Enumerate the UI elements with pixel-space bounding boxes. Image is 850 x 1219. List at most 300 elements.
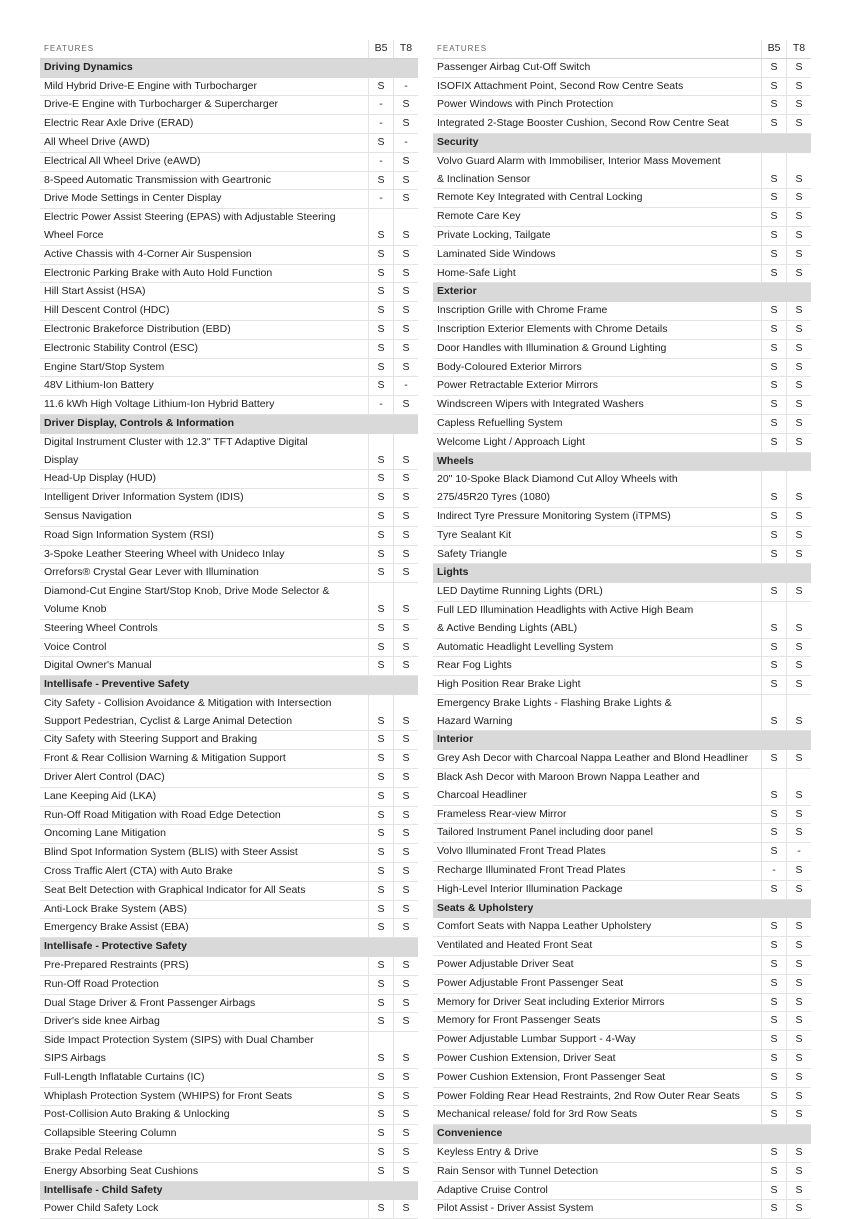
- feature-row: [40, 545, 418, 564]
- feature-row: [433, 1106, 811, 1125]
- feature-name: Body-Coloured Exterior Mirrors: [433, 358, 762, 377]
- t8-availability: -: [394, 377, 419, 396]
- t8-availability-spacer: [787, 601, 812, 619]
- feature-name: Automatic Headlight Levelling System: [433, 638, 762, 657]
- feature-row: [433, 620, 811, 638]
- feature-name: Electric Rear Axle Drive (ERAD): [40, 115, 369, 134]
- t8-availability: S: [394, 564, 419, 583]
- b5-availability: S: [762, 787, 787, 805]
- feature-row: [433, 302, 811, 321]
- b5-availability: S: [369, 302, 394, 321]
- t8-availability: S: [394, 245, 419, 264]
- b5-availability: S: [369, 526, 394, 545]
- t8-column-header: T8: [787, 40, 812, 58]
- feature-name: Engine Start/Stop System: [40, 358, 369, 377]
- b5-availability: S: [369, 545, 394, 564]
- b5-availability-spacer: [369, 209, 394, 227]
- t8-availability: S: [394, 452, 419, 470]
- t8-availability: S: [394, 994, 419, 1013]
- b5-availability: S: [369, 657, 394, 676]
- feature-name: Emergency Brake Assist (EBA): [40, 919, 369, 938]
- feature-row: [433, 918, 811, 937]
- feature-row: [433, 208, 811, 227]
- t8-availability: S: [394, 1068, 419, 1087]
- feature-row: [40, 919, 418, 938]
- feature-row: [40, 452, 418, 470]
- feature-row: [433, 880, 811, 899]
- feature-name: Memory for Front Passenger Seats: [433, 1012, 762, 1031]
- t8-availability-spacer: [394, 1032, 419, 1050]
- t8-availability: S: [787, 880, 812, 899]
- feature-name: Volvo Illuminated Front Tread Plates: [433, 843, 762, 862]
- b5-availability: S: [762, 937, 787, 956]
- b5-availability: S: [369, 975, 394, 994]
- b5-availability: S: [369, 731, 394, 750]
- t8-availability: S: [394, 227, 419, 245]
- feature-name: Charcoal Headliner: [433, 787, 762, 805]
- feature-row: [40, 133, 418, 152]
- b5-availability: S: [762, 320, 787, 339]
- feature-row: [40, 526, 418, 545]
- b5-availability: S: [369, 133, 394, 152]
- b5-availability: S: [762, 58, 787, 77]
- b5-availability: S: [369, 339, 394, 358]
- t8-availability: S: [394, 787, 419, 806]
- b5-availability: S: [369, 806, 394, 825]
- feature-row: [40, 339, 418, 358]
- b5-availability: S: [369, 245, 394, 264]
- b5-availability: S: [369, 1162, 394, 1181]
- feature-name: Memory for Driver Seat including Exterior Mirrors: [433, 993, 762, 1012]
- b5-availability: S: [369, 863, 394, 882]
- feature-row: [40, 713, 418, 731]
- b5-availability-spacer: [369, 694, 394, 712]
- feature-row: [40, 264, 418, 283]
- feature-name: Volume Knob: [40, 601, 369, 619]
- t8-availability: S: [394, 152, 419, 171]
- section-header: [40, 58, 418, 77]
- b5-availability: S: [762, 805, 787, 824]
- b5-availability: S: [762, 526, 787, 545]
- feature-name: & Inclination Sensor: [433, 171, 762, 189]
- section-spacer: [787, 452, 812, 471]
- section-spacer: [394, 938, 419, 957]
- feature-name: Grey Ash Decor with Charcoal Nappa Leather and Blond Headliner: [433, 750, 762, 769]
- b5-availability: S: [762, 1200, 787, 1219]
- b5-availability: S: [369, 619, 394, 638]
- feature-name: Power Child Safety Lock: [40, 1200, 369, 1219]
- section-spacer: [394, 1181, 419, 1200]
- feature-name: Digital Instrument Cluster with 12.3" TFT Adaptive Digital: [44, 435, 308, 448]
- feature-name: Hill Descent Control (HDC): [40, 302, 369, 321]
- section-title: Seats & Upholstery: [433, 899, 762, 918]
- feature-name: Orrefors® Crystal Gear Lever with Illumination: [40, 564, 369, 583]
- t8-availability: S: [787, 862, 812, 881]
- b5-availability: S: [369, 900, 394, 919]
- b5-availability: S: [369, 919, 394, 938]
- feature-name: Dual Stage Driver & Front Passenger Airbags: [40, 994, 369, 1013]
- section-title: Interior: [433, 731, 762, 750]
- section-spacer: [369, 938, 394, 957]
- feature-row: [433, 805, 811, 824]
- features-column-header: FEATURES: [433, 40, 762, 58]
- t8-availability: S: [787, 1200, 812, 1219]
- b5-availability: S: [762, 638, 787, 657]
- b5-availability: S: [762, 750, 787, 769]
- t8-availability: S: [394, 171, 419, 190]
- feature-name: Drive-E Engine with Turbocharger & Supercharger: [40, 96, 369, 115]
- b5-availability: S: [369, 489, 394, 508]
- feature-name: Run-Off Road Mitigation with Road Edge Detection: [40, 806, 369, 825]
- t8-availability: S: [394, 115, 419, 134]
- section-header: [40, 938, 418, 957]
- b5-availability: S: [369, 844, 394, 863]
- feature-name: Display: [40, 452, 369, 470]
- b5-availability-spacer: [762, 471, 787, 489]
- feature-row: [433, 601, 811, 619]
- feature-row: [433, 1162, 811, 1181]
- feature-row: [433, 471, 811, 489]
- feature-name: Private Locking, Tailgate: [433, 226, 762, 245]
- section-spacer: [762, 1125, 787, 1144]
- b5-availability: S: [369, 1125, 394, 1144]
- feature-row: [433, 264, 811, 283]
- b5-availability: S: [369, 1106, 394, 1125]
- section-spacer: [787, 731, 812, 750]
- feature-row: [40, 863, 418, 882]
- feature-row: [433, 843, 811, 862]
- feature-name: Power Retractable Exterior Mirrors: [433, 377, 762, 396]
- section-header: [433, 1125, 811, 1144]
- b5-availability: S: [369, 601, 394, 619]
- b5-availability: S: [762, 171, 787, 189]
- b5-availability: S: [762, 918, 787, 937]
- feature-row: [40, 583, 418, 601]
- b5-availability-spacer: [369, 583, 394, 601]
- feature-name: Rear Fog Lights: [433, 657, 762, 676]
- b5-availability: -: [369, 190, 394, 209]
- feature-row: [40, 731, 418, 750]
- section-spacer: [787, 899, 812, 918]
- feature-name: 3-Spoke Leather Steering Wheel with Unideco Inlay: [40, 545, 369, 564]
- t8-availability: S: [394, 96, 419, 115]
- feature-row: [433, 1012, 811, 1031]
- feature-row: [433, 1031, 811, 1050]
- feature-row: [40, 152, 418, 171]
- feature-name: Intelligent Driver Information System (IDIS): [40, 489, 369, 508]
- feature-name: Sensus Navigation: [40, 507, 369, 526]
- feature-row: [433, 862, 811, 881]
- section-spacer: [762, 731, 787, 750]
- feature-row: [433, 638, 811, 657]
- feature-row: [40, 844, 418, 863]
- feature-row: [40, 190, 418, 209]
- feature-row: [40, 470, 418, 489]
- t8-availability: S: [787, 937, 812, 956]
- t8-availability: -: [787, 843, 812, 862]
- feature-name: Power Cushion Extension, Driver Seat: [433, 1050, 762, 1069]
- b5-availability-spacer: [762, 601, 787, 619]
- b5-availability: S: [369, 750, 394, 769]
- feature-name: High-Level Interior Illumination Package: [433, 880, 762, 899]
- feature-name: All Wheel Drive (AWD): [40, 133, 369, 152]
- feature-row: [433, 1087, 811, 1106]
- feature-row: [433, 769, 811, 787]
- feature-row: [433, 1200, 811, 1219]
- t8-availability: -: [394, 77, 419, 96]
- t8-availability: S: [787, 657, 812, 676]
- feature-row: [433, 189, 811, 208]
- b5-availability: S: [369, 1200, 394, 1219]
- feature-row: [40, 1068, 418, 1087]
- b5-availability: S: [762, 96, 787, 115]
- b5-availability: S: [762, 1087, 787, 1106]
- section-spacer: [787, 133, 812, 152]
- t8-availability: S: [394, 900, 419, 919]
- t8-availability: S: [787, 1050, 812, 1069]
- t8-availability: S: [787, 245, 812, 264]
- b5-availability: S: [762, 489, 787, 507]
- t8-availability: S: [787, 302, 812, 321]
- t8-availability: S: [787, 58, 812, 77]
- feature-name: Collapsible Steering Column: [40, 1125, 369, 1144]
- feature-name: Post-Collision Auto Braking & Unlocking: [40, 1106, 369, 1125]
- feature-name: Integrated 2-Stage Booster Cushion, Second Row Centre Seat: [433, 115, 762, 134]
- t8-availability: S: [394, 470, 419, 489]
- feature-row: [40, 358, 418, 377]
- b5-availability: S: [762, 264, 787, 283]
- b5-availability: S: [369, 1013, 394, 1032]
- feature-row: [433, 171, 811, 189]
- t8-availability: S: [787, 1106, 812, 1125]
- feature-name: City Safety - Collision Avoidance & Mitigation with Intersection: [44, 696, 332, 709]
- b5-availability: S: [369, 377, 394, 396]
- feature-name: LED Daytime Running Lights (DRL): [433, 583, 762, 602]
- feature-row: [433, 694, 811, 712]
- feature-row: [433, 226, 811, 245]
- section-header: [40, 414, 418, 433]
- feature-name: SIPS Airbags: [40, 1050, 369, 1068]
- feature-row: [40, 564, 418, 583]
- section-header: [433, 899, 811, 918]
- b5-availability: S: [762, 1012, 787, 1031]
- b5-availability: S: [762, 843, 787, 862]
- b5-availability: S: [762, 115, 787, 134]
- feature-row: [433, 245, 811, 264]
- t8-availability: S: [787, 489, 812, 507]
- b5-availability: S: [762, 545, 787, 564]
- t8-availability: S: [394, 863, 419, 882]
- feature-row: [433, 1181, 811, 1200]
- b5-availability: S: [762, 507, 787, 526]
- feature-row: [40, 507, 418, 526]
- b5-availability: S: [762, 824, 787, 843]
- feature-row: [433, 583, 811, 602]
- feature-row: [433, 676, 811, 695]
- t8-availability: S: [787, 526, 812, 545]
- feature-name: 11.6 kWh High Voltage Lithium-Ion Hybrid Battery: [40, 396, 369, 415]
- t8-availability: S: [787, 583, 812, 602]
- t8-availability: S: [394, 731, 419, 750]
- t8-availability: S: [787, 1144, 812, 1163]
- section-header: [433, 283, 811, 302]
- b5-availability: -: [369, 96, 394, 115]
- feature-name: Recharge Illuminated Front Tread Plates: [433, 862, 762, 881]
- feature-row: [40, 1144, 418, 1163]
- feature-row: [40, 975, 418, 994]
- t8-availability: S: [787, 208, 812, 227]
- feature-name: Volvo Guard Alarm with Immobiliser, Interior Mass Movement: [437, 154, 721, 167]
- section-title: Lights: [433, 564, 762, 583]
- feature-row: [40, 750, 418, 769]
- feature-row: [40, 227, 418, 245]
- t8-availability: S: [394, 358, 419, 377]
- b5-column-header: B5: [762, 40, 787, 58]
- feature-row: [433, 1144, 811, 1163]
- b5-availability: S: [762, 208, 787, 227]
- feature-row: [433, 507, 811, 526]
- t8-availability: S: [394, 975, 419, 994]
- t8-availability: S: [394, 1200, 419, 1219]
- t8-availability: S: [394, 750, 419, 769]
- t8-availability: S: [787, 1031, 812, 1050]
- feature-name: Anti-Lock Brake System (ABS): [40, 900, 369, 919]
- feature-name: 48V Lithium-Ion Battery: [40, 377, 369, 396]
- feature-row: [433, 1050, 811, 1069]
- t8-availability: S: [394, 1162, 419, 1181]
- feature-name: Seat Belt Detection with Graphical Indicator for All Seats: [40, 881, 369, 900]
- feature-row: [433, 414, 811, 433]
- t8-availability: S: [394, 881, 419, 900]
- feature-name: Home-Safe Light: [433, 264, 762, 283]
- t8-availability: S: [787, 433, 812, 452]
- feature-row: [40, 1125, 418, 1144]
- feature-row: [40, 769, 418, 788]
- b5-availability: S: [762, 1050, 787, 1069]
- feature-row: [433, 96, 811, 115]
- feature-row: [433, 526, 811, 545]
- feature-name: Whiplash Protection System (WHIPS) for Front Seats: [40, 1087, 369, 1106]
- section-title: Driving Dynamics: [40, 58, 369, 77]
- feature-row: [433, 713, 811, 731]
- section-header: [433, 731, 811, 750]
- feature-name: Indirect Tyre Pressure Monitoring System (iTPMS): [433, 507, 762, 526]
- feature-name: Lane Keeping Aid (LKA): [40, 787, 369, 806]
- t8-availability-spacer: [787, 152, 812, 170]
- t8-availability: S: [787, 956, 812, 975]
- section-header: [433, 564, 811, 583]
- feature-row: [40, 1200, 418, 1219]
- feature-row: [40, 1013, 418, 1032]
- feature-name: & Active Bending Lights (ABL): [433, 620, 762, 638]
- t8-availability: S: [394, 1050, 419, 1068]
- b5-availability: S: [762, 226, 787, 245]
- feature-name: Driver Alert Control (DAC): [40, 769, 369, 788]
- feature-name: Door Handles with Illumination & Ground Lighting: [433, 339, 762, 358]
- b5-availability: S: [762, 358, 787, 377]
- t8-availability: S: [394, 396, 419, 415]
- feature-name: Electronic Stability Control (ESC): [40, 339, 369, 358]
- feature-name: Mild Hybrid Drive-E Engine with Turbocharger: [40, 77, 369, 96]
- b5-availability: S: [762, 414, 787, 433]
- t8-availability: S: [787, 414, 812, 433]
- t8-availability: S: [394, 545, 419, 564]
- b5-availability: S: [369, 638, 394, 657]
- b5-availability: S: [762, 1106, 787, 1125]
- feature-row: [433, 1068, 811, 1087]
- t8-availability-spacer: [394, 433, 419, 451]
- feature-row: [40, 96, 418, 115]
- feature-name: Power Folding Rear Head Restraints, 2nd Row Outer Rear Seats: [433, 1087, 762, 1106]
- b5-availability: -: [369, 396, 394, 415]
- feature-name: City Safety with Steering Support and Braking: [40, 731, 369, 750]
- feature-row: [40, 377, 418, 396]
- t8-availability: S: [787, 1087, 812, 1106]
- b5-availability: S: [762, 245, 787, 264]
- b5-availability: S: [762, 1144, 787, 1163]
- t8-availability: S: [787, 189, 812, 208]
- b5-availability: S: [762, 676, 787, 695]
- section-spacer: [394, 414, 419, 433]
- b5-availability: S: [762, 1181, 787, 1200]
- feature-name: Comfort Seats with Nappa Leather Upholstery: [433, 918, 762, 937]
- section-title: Driver Display, Controls & Information: [40, 414, 369, 433]
- feature-row: [433, 750, 811, 769]
- feature-row: [433, 937, 811, 956]
- feature-row: [40, 1032, 418, 1050]
- feature-row: [40, 433, 418, 451]
- feature-table: [40, 40, 418, 1219]
- section-title: Intellisafe - Preventive Safety: [40, 676, 369, 695]
- b5-availability: S: [762, 189, 787, 208]
- t8-availability: S: [787, 507, 812, 526]
- section-spacer: [394, 676, 419, 695]
- feature-name: Power Adjustable Lumbar Support - 4-Way: [433, 1031, 762, 1050]
- feature-row: [433, 787, 811, 805]
- feature-name: 8-Speed Automatic Transmission with Geartronic: [40, 171, 369, 190]
- feature-row: [433, 433, 811, 452]
- feature-name: Rain Sensor with Tunnel Detection: [433, 1162, 762, 1181]
- t8-availability: S: [787, 226, 812, 245]
- b5-availability: S: [369, 264, 394, 283]
- t8-availability: S: [787, 320, 812, 339]
- feature-row: [40, 994, 418, 1013]
- section-title: Intellisafe - Protective Safety: [40, 938, 369, 957]
- feature-row: [433, 115, 811, 134]
- feature-row: [433, 320, 811, 339]
- feature-name: Tyre Sealant Kit: [433, 526, 762, 545]
- b5-availability: -: [369, 115, 394, 134]
- feature-name: Voice Control: [40, 638, 369, 657]
- feature-name: Power Windows with Pinch Protection: [433, 96, 762, 115]
- t8-availability: S: [787, 1012, 812, 1031]
- feature-row: [433, 993, 811, 1012]
- section-spacer: [369, 58, 394, 77]
- t8-availability-spacer: [394, 583, 419, 601]
- feature-name: Side Impact Protection System (SIPS) with Dual Chamber: [44, 1034, 314, 1047]
- feature-row: [40, 694, 418, 712]
- feature-name: Windscreen Wipers with Integrated Washers: [433, 396, 762, 415]
- b5-availability: S: [762, 974, 787, 993]
- feature-row: [433, 58, 811, 77]
- t8-availability: S: [394, 825, 419, 844]
- feature-name: Head-Up Display (HUD): [40, 470, 369, 489]
- feature-name: Brake Pedal Release: [40, 1144, 369, 1163]
- t8-availability: S: [787, 1162, 812, 1181]
- t8-availability: S: [787, 115, 812, 134]
- feature-row: [433, 339, 811, 358]
- t8-availability: S: [394, 526, 419, 545]
